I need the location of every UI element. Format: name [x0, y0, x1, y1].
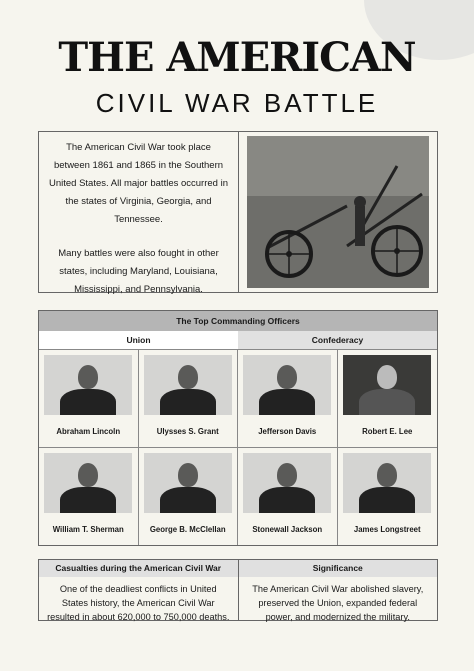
commanding-officers-table [38, 310, 438, 546]
officer-portrait [243, 355, 331, 415]
officer-name: William T. Sherman [52, 525, 124, 534]
officer-name: Jefferson Davis [258, 427, 317, 436]
intro-section [38, 131, 438, 293]
officer-card [338, 349, 438, 447]
officer-portrait [144, 453, 232, 513]
officer-name: George B. McClellan [149, 525, 226, 534]
significance-column [238, 560, 438, 620]
officers-grid [39, 349, 437, 545]
officer-card [338, 447, 438, 545]
significance-heading: Significance [239, 560, 438, 577]
casualties-column [39, 560, 238, 620]
officer-portrait [44, 355, 132, 415]
officer-portrait [44, 453, 132, 513]
officer-portrait [144, 355, 232, 415]
officer-portrait [343, 453, 431, 513]
officer-portrait [243, 453, 331, 513]
officer-card [39, 447, 139, 545]
officers-heading: The Top Commanding Officers [39, 311, 437, 331]
officer-name: James Longstreet [353, 525, 421, 534]
intro-paragraph-1: The American Civil War took place between 1861 and 1865 in the Southern United States. All major battles occurred in the states of Virginia, Georgia, and Tennessee. [48, 142, 228, 225]
officer-portrait [343, 355, 431, 415]
intro-photo-cell [239, 132, 437, 292]
confederacy-label: Confederacy [238, 331, 437, 349]
officer-name: Abraham Lincoln [56, 427, 121, 436]
sides-row [39, 331, 437, 349]
officer-card [39, 349, 139, 447]
casualties-heading: Casualties during the American Civil War [39, 560, 238, 577]
cannon-battlefield-photo [247, 136, 429, 288]
intro-paragraph-2: Many battles were also fought in other states, including Maryland, Louisiana, Mississippi, and Pennsylvania. [58, 248, 219, 295]
officer-card [238, 349, 338, 447]
officer-name: Robert E. Lee [362, 427, 413, 436]
significance-text: The American Civil War abolished slavery, preserved the Union, expanded federal power, and modernized the military. [252, 584, 424, 622]
officer-card [139, 447, 239, 545]
officer-card [238, 447, 338, 545]
page-subtitle: CIVIL WAR BATTLE [95, 88, 379, 118]
cannon-illustration [247, 136, 429, 288]
intro-text [39, 132, 239, 295]
casualties-text: One of the deadliest conflicts in United States history, the American Civil War resulted in about 620,000 to 750,000 deaths. [47, 584, 230, 622]
officer-card [139, 349, 239, 447]
officer-name: Ulysses S. Grant [156, 427, 219, 436]
facts-table [38, 559, 438, 621]
officer-name: Stonewall Jackson [252, 525, 323, 534]
page-title: THE AMERICAN [58, 34, 416, 81]
union-label: Union [39, 331, 238, 349]
